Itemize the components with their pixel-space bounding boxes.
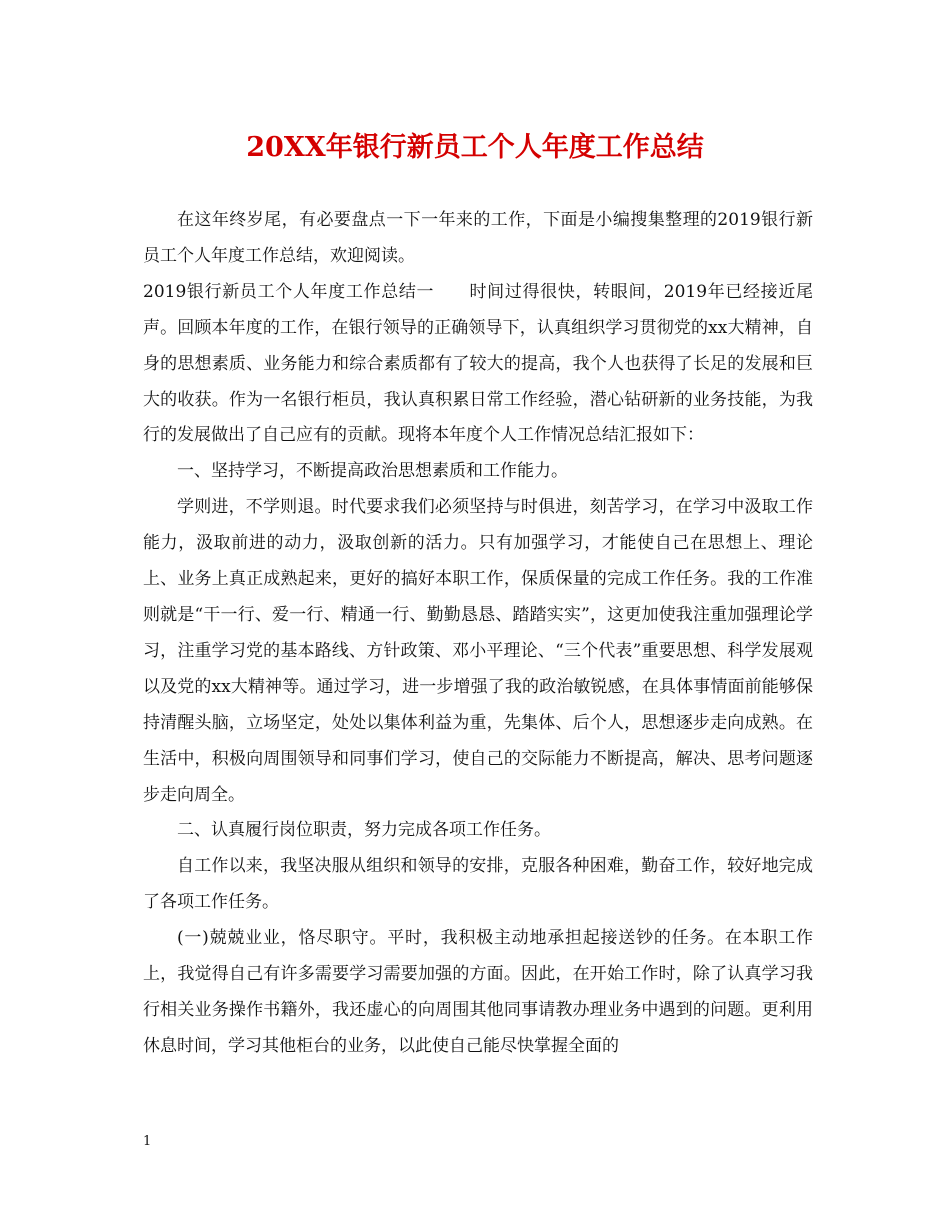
paragraph-duties: 自工作以来，我坚决服从组织和领导的安排，克服各种困难，勤奋工作，较好地完成了各项工作任务。 xyxy=(143,856,813,913)
paragraph-study: 学则进，不学则退。时代要求我们必须坚持与时俱进，刻苦学习，在学习中汲取工作能力，汲取前进的动力，汲取创新的活力。只有加强学习，才能使自己在思想上、理论上、业务上真正成熟起来，更好的搞好本职工作，保质保量的完成工作任务。我的工作准则就是“干一行、爱一行、精通一行、勤勤恳恳、踏踏实实”，这更加使我注重加强理论学习，注重学习党的基本路线、方针政策、邓小平理论、“三个代表”重要思想、科学发展观以及党的xx大精神等。通过学习，进一步增强了我的政治敏锐感，在具体事情面前能够保持清醒头脑，立场坚定，处处以集体利益为重，先集体、后个人，思想逐步走向成熟。在生活中，积极向周围领导和同事们学习，使自己的交际能力不断提高，解决、思考问题逐步走向周全。 xyxy=(143,497,813,805)
document-title: 20XX年银行新员工个人年度工作总结 xyxy=(246,132,704,163)
paragraph-intro: 在这年终岁尾，有必要盘点一下一年来的工作，下面是小编搜集整理的2019银行新员工个人年度工作总结，欢迎阅读。 xyxy=(143,210,813,266)
page-number: 1 xyxy=(143,1134,152,1149)
document-body xyxy=(143,203,813,1065)
section-heading-one: 一、坚持学习，不断提高政治思想素质和工作能力。 xyxy=(177,461,568,482)
paragraph-diligence: (一)兢兢业业，恪尽职守。平时，我积极主动地承担起接送钞的任务。在本职工作上，我觉得自己有许多需要学习需要加强的方面。因此，在开始工作时，除了认真学习我行相关业务操作书籍外，我还虚心的向周围其他同事请教办理业务中遇到的问题。更利用休息时间，学习其他柜台的业务，以此使自己能尽快掌握全面的 xyxy=(143,928,813,1056)
paragraph-summary-one: 2019银行新员工个人年度工作总结一 时间过得很快，转眼间，2019年已经接近尾声。回顾本年度的工作，在银行领导的正确领导下，认真组织学习贯彻党的xx大精神，自身的思想素质、业务能力和综合素质都有了较大的提高，我个人也获得了长足的发展和巨大的收获。作为一名银行柜员，我认真积累日常工作经验，潜心钻研新的业务技能，为我行的发展做出了自己应有的贡献。现将本年度个人工作情况总结汇报如下： xyxy=(143,281,813,446)
section-heading-two: 二、认真履行岗位职责，努力完成各项工作任务。 xyxy=(177,820,551,841)
